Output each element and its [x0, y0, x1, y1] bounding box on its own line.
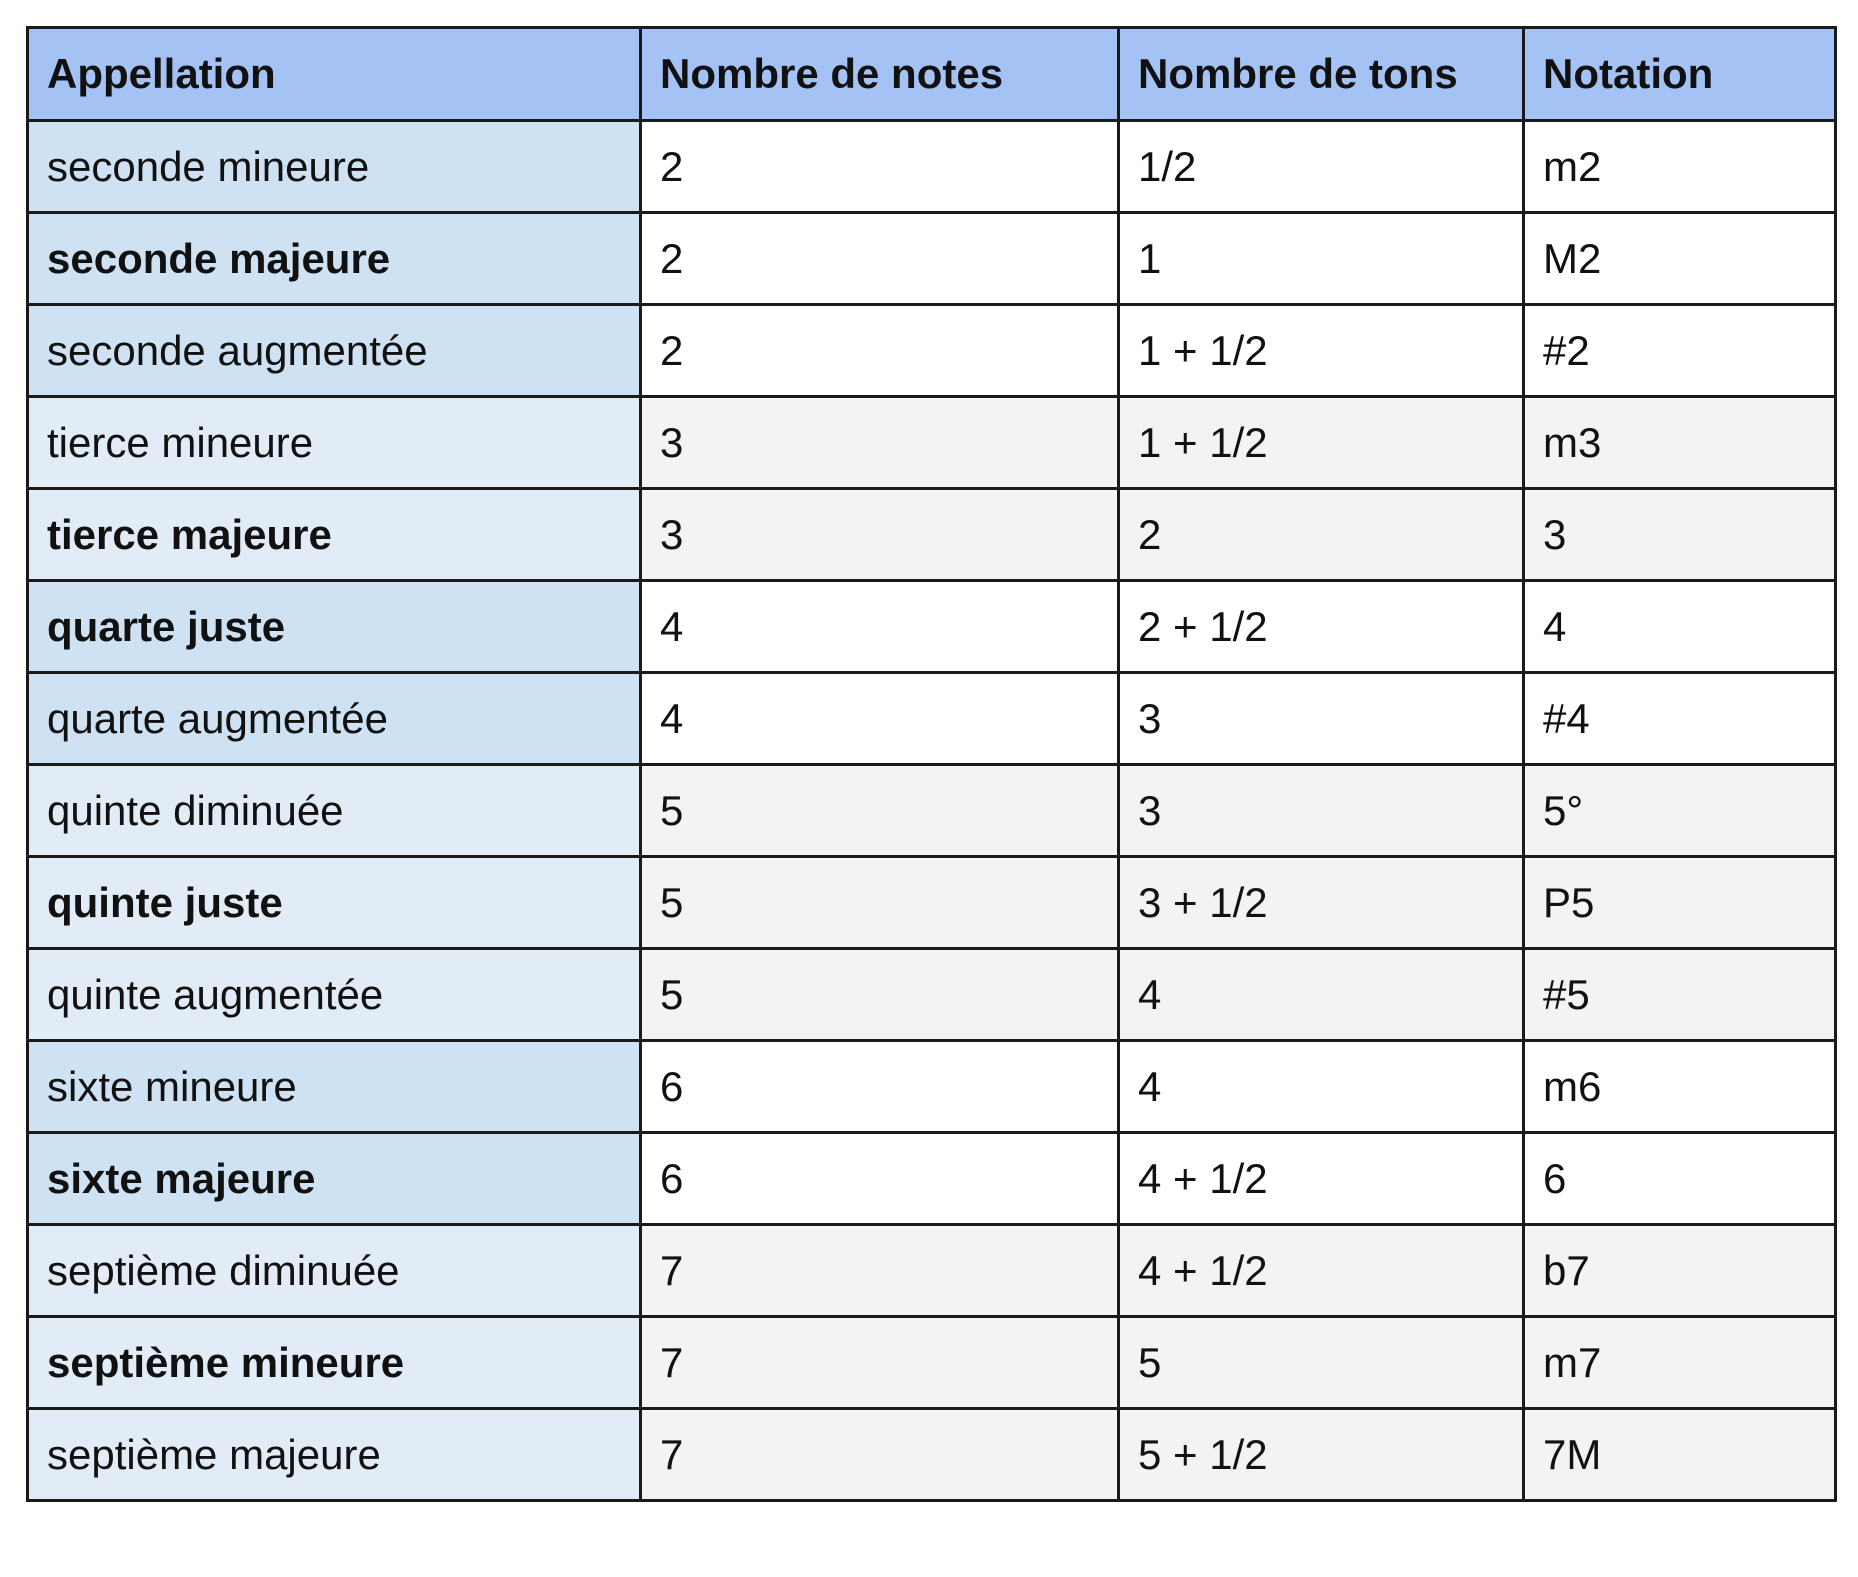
tone-count-cell: 5	[1119, 1317, 1524, 1409]
table-row	[28, 121, 1836, 213]
table-row	[28, 673, 1836, 765]
interval-name-cell: seconde mineure	[28, 121, 641, 213]
intervals-table-container	[26, 26, 1837, 1502]
tone-count-cell: 4	[1119, 1041, 1524, 1133]
interval-name-cell: tierce majeure	[28, 489, 641, 581]
intervals-table	[26, 26, 1837, 1502]
notation-cell: #2	[1524, 305, 1836, 397]
tone-count-cell: 4 + 1/2	[1119, 1225, 1524, 1317]
note-count-cell: 2	[641, 305, 1119, 397]
note-count-cell: 3	[641, 397, 1119, 489]
table-row	[28, 1133, 1836, 1225]
notation-cell: 3	[1524, 489, 1836, 581]
notation-cell: b7	[1524, 1225, 1836, 1317]
table-row	[28, 1225, 1836, 1317]
note-count-cell: 7	[641, 1317, 1119, 1409]
table-row	[28, 581, 1836, 673]
header-notation: Notation	[1524, 28, 1836, 121]
note-count-cell: 3	[641, 489, 1119, 581]
table-body	[28, 121, 1836, 1501]
notation-cell: 4	[1524, 581, 1836, 673]
interval-name-cell: sixte majeure	[28, 1133, 641, 1225]
table-row	[28, 397, 1836, 489]
interval-name-cell: quinte juste	[28, 857, 641, 949]
notation-cell: P5	[1524, 857, 1836, 949]
note-count-cell: 7	[641, 1409, 1119, 1501]
interval-name-cell: septième mineure	[28, 1317, 641, 1409]
tone-count-cell: 4	[1119, 949, 1524, 1041]
notation-cell: 7M	[1524, 1409, 1836, 1501]
note-count-cell: 5	[641, 949, 1119, 1041]
tone-count-cell: 2	[1119, 489, 1524, 581]
tone-count-cell: 3 + 1/2	[1119, 857, 1524, 949]
interval-name-cell: sixte mineure	[28, 1041, 641, 1133]
tone-count-cell: 4 + 1/2	[1119, 1133, 1524, 1225]
notation-cell: m7	[1524, 1317, 1836, 1409]
interval-name-cell: septième diminuée	[28, 1225, 641, 1317]
table-row	[28, 949, 1836, 1041]
tone-count-cell: 3	[1119, 673, 1524, 765]
note-count-cell: 4	[641, 581, 1119, 673]
table-row	[28, 1409, 1836, 1501]
note-count-cell: 5	[641, 765, 1119, 857]
interval-name-cell: quarte augmentée	[28, 673, 641, 765]
interval-name-cell: seconde majeure	[28, 213, 641, 305]
notation-cell: m2	[1524, 121, 1836, 213]
interval-name-cell: seconde augmentée	[28, 305, 641, 397]
table-row	[28, 213, 1836, 305]
tone-count-cell: 1	[1119, 213, 1524, 305]
table-row	[28, 1317, 1836, 1409]
note-count-cell: 2	[641, 213, 1119, 305]
tone-count-cell: 1 + 1/2	[1119, 305, 1524, 397]
notation-cell: #5	[1524, 949, 1836, 1041]
notation-cell: m6	[1524, 1041, 1836, 1133]
notation-cell: #4	[1524, 673, 1836, 765]
interval-name-cell: quarte juste	[28, 581, 641, 673]
notation-cell: M2	[1524, 213, 1836, 305]
header-nombre-de-notes: Nombre de notes	[641, 28, 1119, 121]
tone-count-cell: 1 + 1/2	[1119, 397, 1524, 489]
notation-cell: m3	[1524, 397, 1836, 489]
table-row	[28, 857, 1836, 949]
interval-name-cell: tierce mineure	[28, 397, 641, 489]
interval-name-cell: quinte diminuée	[28, 765, 641, 857]
table-row	[28, 305, 1836, 397]
header-nombre-de-tons: Nombre de tons	[1119, 28, 1524, 121]
tone-count-cell: 2 + 1/2	[1119, 581, 1524, 673]
table-row	[28, 1041, 1836, 1133]
tone-count-cell: 5 + 1/2	[1119, 1409, 1524, 1501]
notation-cell: 5°	[1524, 765, 1836, 857]
table-row	[28, 489, 1836, 581]
note-count-cell: 5	[641, 857, 1119, 949]
notation-cell: 6	[1524, 1133, 1836, 1225]
note-count-cell: 7	[641, 1225, 1119, 1317]
header-appellation: Appellation	[28, 28, 641, 121]
note-count-cell: 6	[641, 1133, 1119, 1225]
interval-name-cell: septième majeure	[28, 1409, 641, 1501]
table-header-row	[28, 28, 1836, 121]
tone-count-cell: 1/2	[1119, 121, 1524, 213]
note-count-cell: 6	[641, 1041, 1119, 1133]
table-row	[28, 765, 1836, 857]
interval-name-cell: quinte augmentée	[28, 949, 641, 1041]
note-count-cell: 4	[641, 673, 1119, 765]
tone-count-cell: 3	[1119, 765, 1524, 857]
note-count-cell: 2	[641, 121, 1119, 213]
